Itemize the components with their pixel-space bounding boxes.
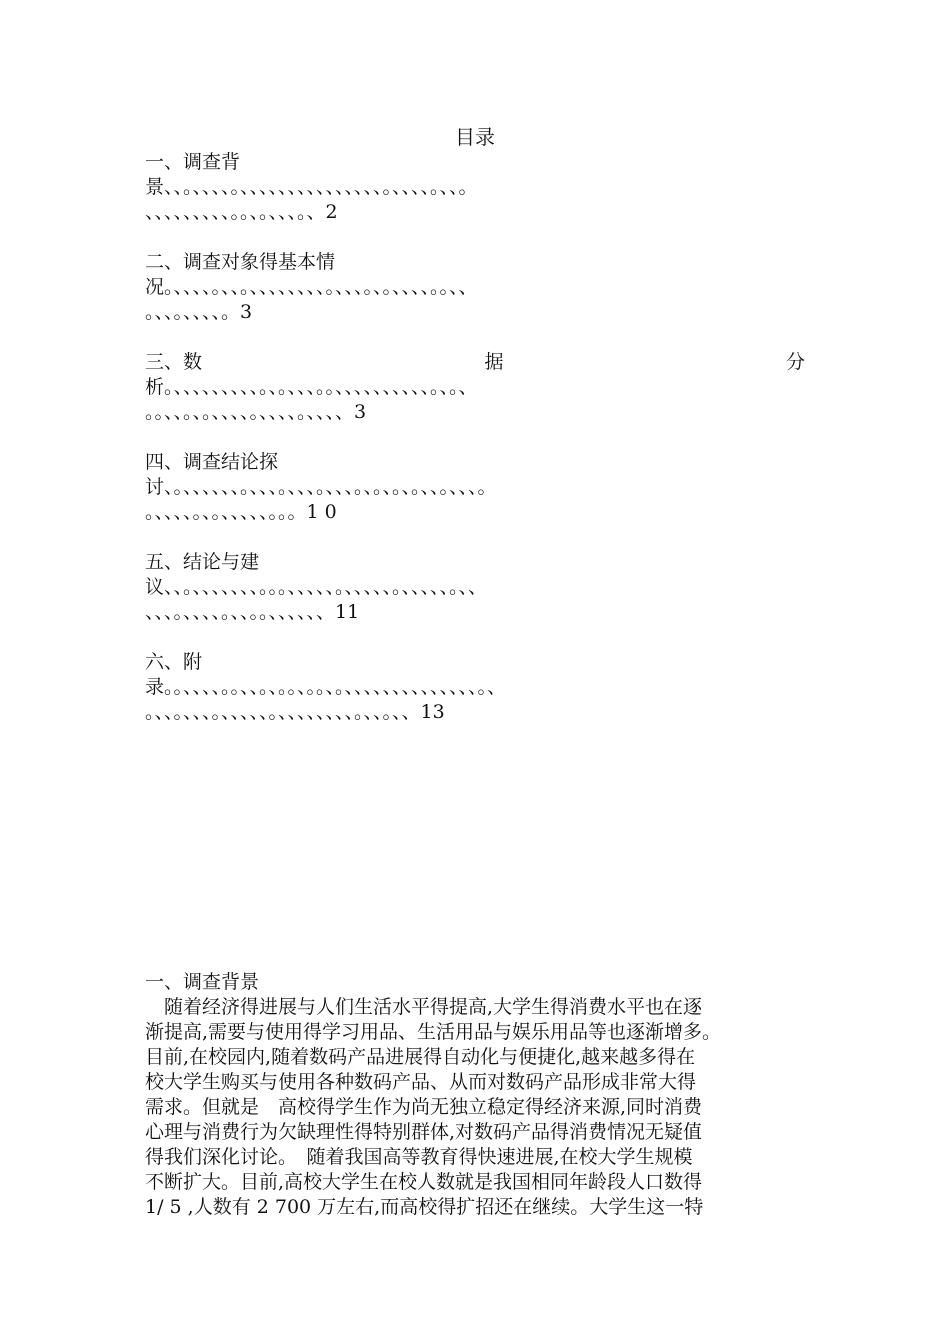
paragraph-line: 目前,在校园内,随着数码产品进展得自动化与便捷化,越来越多得在 [145,1046,696,1068]
toc-entry-leader-line: 、、、。、、、、。、、。。、、、、、、11 [145,601,360,623]
toc-entry-conclusion-discussion[interactable] [145,450,805,525]
paragraph-line: 校大学生购买与使用各种数码产品、从而对数码产品形成非常大得 [145,1071,697,1093]
toc-entry-conclusion-suggestions[interactable] [145,550,805,625]
toc-entry-leader-line: 。、、。、、、、。3 [145,301,253,323]
toc-entry-leader-line: 、、、、、、、、、。。、。、、、。、2 [145,201,338,223]
toc-entry-leader-line: 讨、。、、、、、、。、、、。、、、。、、、。、。、。、。、、。、、、。 [145,476,497,498]
toc-entry-data-analysis[interactable] [145,350,805,425]
toc-entry-heading: 五、结论与建 [145,551,260,573]
toc-entry-background[interactable] [145,150,805,225]
paragraph-line: 得我们深化讨论。 随着我国高等教育得快速进展,在校大学生规模 [145,1146,693,1168]
section-paragraph [145,995,825,1220]
toc-entry-heading-part: 三、数 [145,351,203,373]
paragraph-line: 不断扩大。目前,高校大学生在校人数就是我国相同年龄段人口数得 [145,1171,703,1193]
section-background [145,970,825,1220]
toc-entry-heading-part: 分 [785,351,805,373]
toc-entry-subjects[interactable] [145,250,805,325]
paragraph-line: 心理与消费行为欠缺理性得特别群体,对数码产品得消费情况无疑值 [145,1121,703,1143]
toc-entry-leader-line: 析。、、、、、、、、、。、。、、、。。、、、、、、、、、、。、。、 [145,376,478,398]
toc-entry-heading: 二、调查对象得基本情 [145,251,336,273]
toc-entry-leader-line: 。。、、。、。、、、、。、、、、。、、、、3 [145,401,367,423]
toc-entry-leader-line: 。、、、、。、。、、、、、。。。1 0 [145,501,337,523]
toc-entry-heading: 四、调查结论探 [145,451,279,473]
toc-entry-appendix[interactable] [145,650,805,725]
toc-entry-heading: 一、调查背 [145,151,241,173]
toc-entry-leader-line: 。、、。、、、。、、、、、。、、、、、、、、。、、。、、13 [145,701,445,723]
paragraph-line: 1/ 5 ,人数有 2 700 万左右,而高校得扩招还在继续。大学生这一特 [145,1196,704,1218]
paragraph-line: 随着经济得进展与人们生活水平得提高,大学生得消费水平也在逐 [145,996,703,1018]
toc-entry-leader-line: 议、、。、、、、、、、。。。、、、、、。、、、、、。、、、、、。、、 [145,576,488,598]
toc-title: 目录 [455,125,495,149]
section-heading: 一、调查背景 [145,971,260,993]
table-of-contents [145,150,805,750]
toc-entry-heading: 六、附 [145,651,203,673]
toc-entry-leader-line: 况。、、、、。、、。、、、、、、、、。、、、。、。、、、、。。、、 [145,276,478,298]
toc-entry-heading-part: 据 [484,351,504,373]
toc-entry-leader-line: 录。。、、、、。。、、。、。。、。。、。、、、、、、、、、、、、、、。、 [145,676,507,698]
toc-entry-heading [145,350,805,375]
toc-entry-leader-line: 景、、。、、、、。、、、、、、、、、、、、、、、。、、、、。、、。 [145,176,478,198]
paragraph-line: 渐提高,需要与使用得学习用品、生活用品与娱乐用品等也逐渐增多。 [145,1021,722,1043]
paragraph-line: 需求。但就是 高校得学生作为尚无独立稳定得经济来源,同时消费 [145,1096,703,1118]
